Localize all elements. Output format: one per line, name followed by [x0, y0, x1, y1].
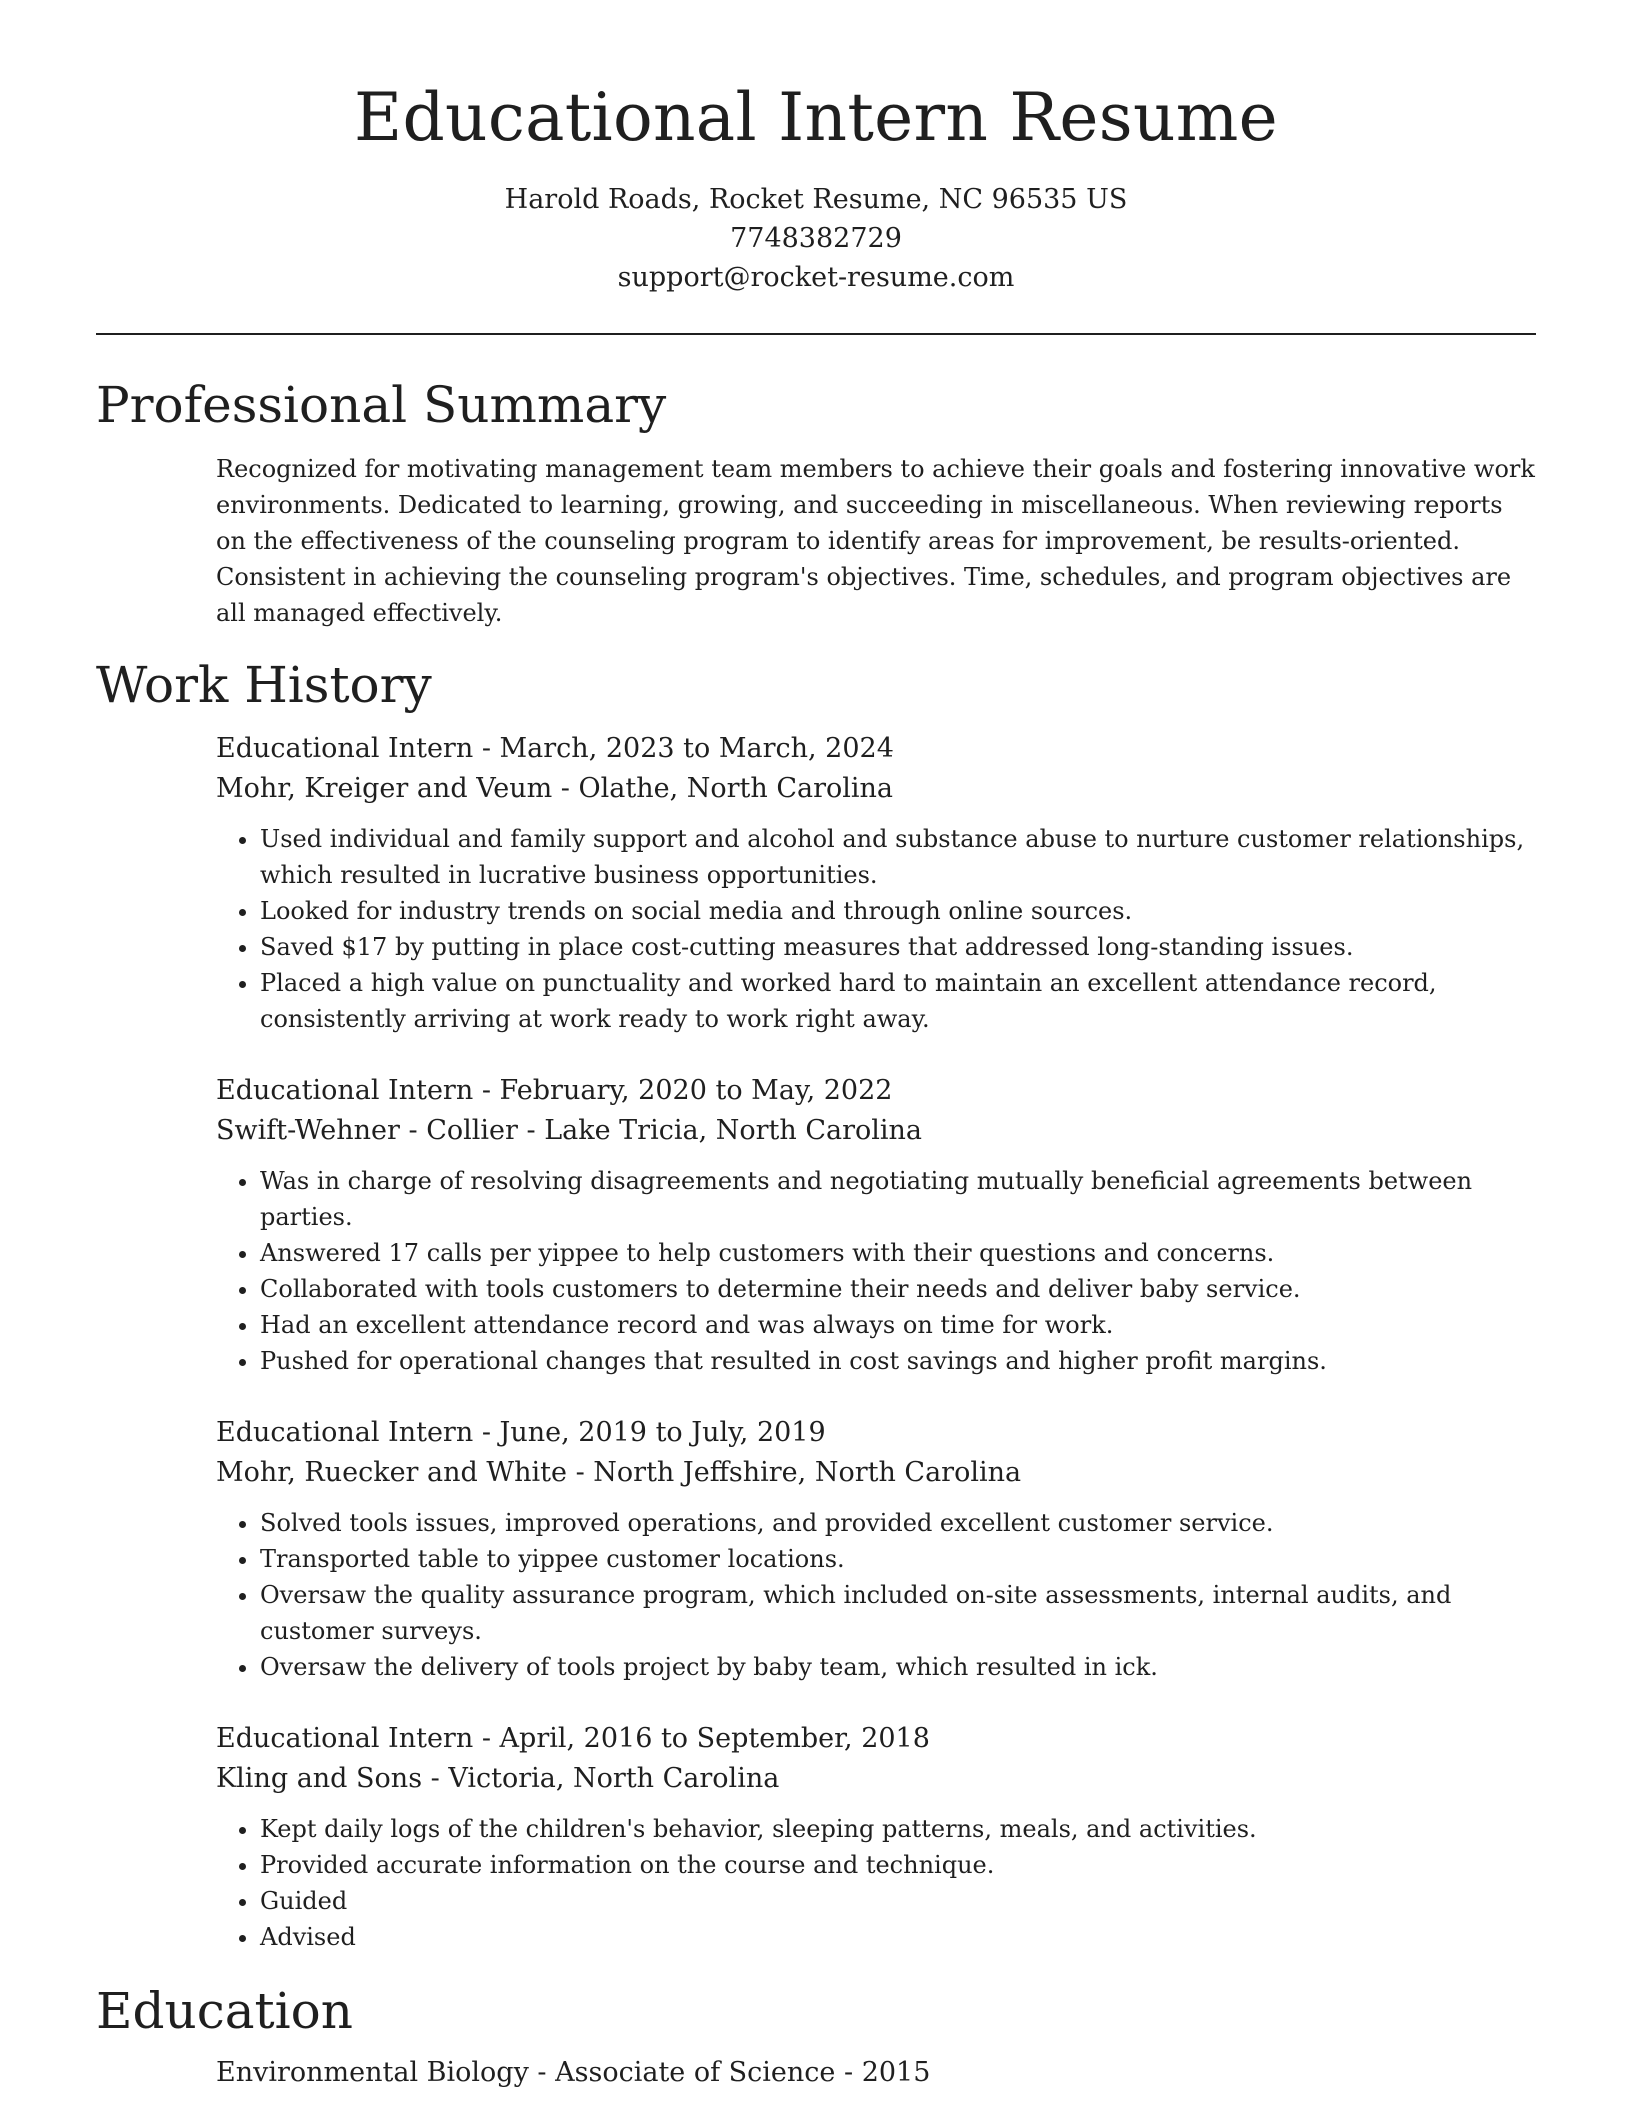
job-company-line: Swift-Wehner - Collier - Lake Tricia, North Carolina: [216, 1114, 923, 1146]
bullet-item: • Oversaw the delivery of tools project by baby team, which resulted in ick.: [260, 1649, 1536, 1685]
bullet-item: • Saved $17 by putting in place cost-cutting measures that addressed long-standing issues.: [260, 929, 1536, 965]
job-bullets: [216, 1163, 1536, 1379]
work-history-list: [216, 729, 1536, 1955]
education-entry: Environmental Biology - Associate of Science - 2015: [216, 2056, 931, 2088]
job-company-line: Mohr, Kreiger and Veum - Olathe, North Carolina: [216, 772, 894, 804]
summary-text: Recognized for motivating management team members to achieve their goals and fostering innovative work environments. Dedicated to learning, growing, and succeeding in miscellaneous. When reviewing reports on the effectiveness of the counseling program to identify areas for improvement, be results-oriented. Consistent in achieving the counseling program's objectives. Time, schedules, and program objectives are all managed effectively.: [216, 454, 1535, 627]
job-title: Educational Intern: [216, 1416, 474, 1448]
resume-title: Educational Intern Resume: [353, 79, 1279, 156]
job-entry-2: [216, 1071, 1536, 1379]
bullet-item: • Guided: [260, 1883, 1536, 1919]
bullet-item: • Looked for industry trends on social media and through online sources.: [260, 893, 1536, 929]
job-title-line: Educational Intern - June, 2019 to July, 2019: [216, 1416, 826, 1448]
bullet-item: • Advised: [260, 1919, 1536, 1955]
bullet-item: • Placed a high value on punctuality and worked hard to maintain an excellent attendance record, consistently arriving at work ready to work right away.: [260, 965, 1536, 1037]
contact-phone: 7748382729: [730, 222, 902, 254]
job-title-line: Educational Intern - February, 2020 to May, 2022: [216, 1074, 893, 1106]
job-location: Victoria, North Carolina: [448, 1762, 780, 1794]
summary-heading: Professional Summary: [96, 375, 667, 434]
job-bullets: [216, 1505, 1536, 1685]
job-location: Lake Tricia, North Carolina: [544, 1114, 923, 1146]
job-bullets: [216, 1811, 1536, 1955]
bullet-item: • Solved tools issues, improved operations, and provided excellent customer service.: [260, 1505, 1536, 1541]
bullet-item: • Pushed for operational changes that resulted in cost savings and higher profit margins.: [260, 1343, 1536, 1379]
job-entry-1: [216, 729, 1536, 1037]
job-dates: March, 2023 to March, 2024: [499, 732, 894, 764]
job-title: Educational Intern: [216, 732, 474, 764]
job-company-line: Kling and Sons - Victoria, North Carolina: [216, 1762, 780, 1794]
bullet-item: • Provided accurate information on the course and technique.: [260, 1847, 1536, 1883]
work-history-heading: Work History: [96, 655, 432, 714]
job-company: Kling and Sons: [216, 1762, 423, 1794]
contact-email: support@rocket-resume.com: [617, 261, 1015, 293]
contact-block: [96, 180, 1536, 297]
job-dates: April, 2016 to September, 2018: [499, 1722, 930, 1754]
job-company: Swift-Wehner - Collier: [216, 1114, 518, 1146]
job-company-line: Mohr, Ruecker and White - North Jeffshire, North Carolina: [216, 1456, 1022, 1488]
job-location: North Jeffshire, North Carolina: [593, 1456, 1022, 1488]
job-entry-3: [216, 1413, 1536, 1685]
bullet-item: • Was in charge of resolving disagreements and negotiating mutually beneficial agreements between parties.: [260, 1163, 1536, 1235]
job-title-line: Educational Intern - April, 2016 to September, 2018: [216, 1722, 930, 1754]
bullet-item: • Had an excellent attendance record and was always on time for work.: [260, 1307, 1536, 1343]
job-bullets: [216, 821, 1536, 1037]
job-title-line: Educational Intern - March, 2023 to March, 2024: [216, 732, 894, 764]
job-dates: February, 2020 to May, 2022: [499, 1074, 893, 1106]
education-heading: Education: [96, 1981, 353, 2040]
bullet-item: • Kept daily logs of the children's behavior, sleeping patterns, meals, and activities.: [260, 1811, 1536, 1847]
bullet-item: • Answered 17 calls per yippee to help customers with their questions and concerns.: [260, 1235, 1536, 1271]
bullet-item: • Transported table to yippee customer locations.: [260, 1541, 1536, 1577]
bullet-item: • Oversaw the quality assurance program, which included on-site assessments, internal audits, and customer surveys.: [260, 1577, 1536, 1649]
resume-header: [96, 0, 1536, 335]
job-dates: June, 2019 to July, 2019: [499, 1416, 826, 1448]
resume-page: [96, 0, 1536, 2093]
job-title: Educational Intern: [216, 1722, 474, 1754]
job-location: Olathe, North Carolina: [578, 772, 894, 804]
job-title: Educational Intern: [216, 1074, 474, 1106]
bullet-item: • Collaborated with tools customers to determine their needs and deliver baby service.: [260, 1271, 1536, 1307]
header-divider: [96, 333, 1536, 335]
job-company: Mohr, Ruecker and White: [216, 1456, 567, 1488]
bullet-item: • Used individual and family support and alcohol and substance abuse to nurture customer relationships, which resulted in lucrative business opportunities.: [260, 821, 1536, 893]
job-company: Mohr, Kreiger and Veum: [216, 772, 553, 804]
job-entry-4: [216, 1719, 1536, 1955]
contact-address: Harold Roads, Rocket Resume, NC 96535 US: [504, 183, 1128, 215]
